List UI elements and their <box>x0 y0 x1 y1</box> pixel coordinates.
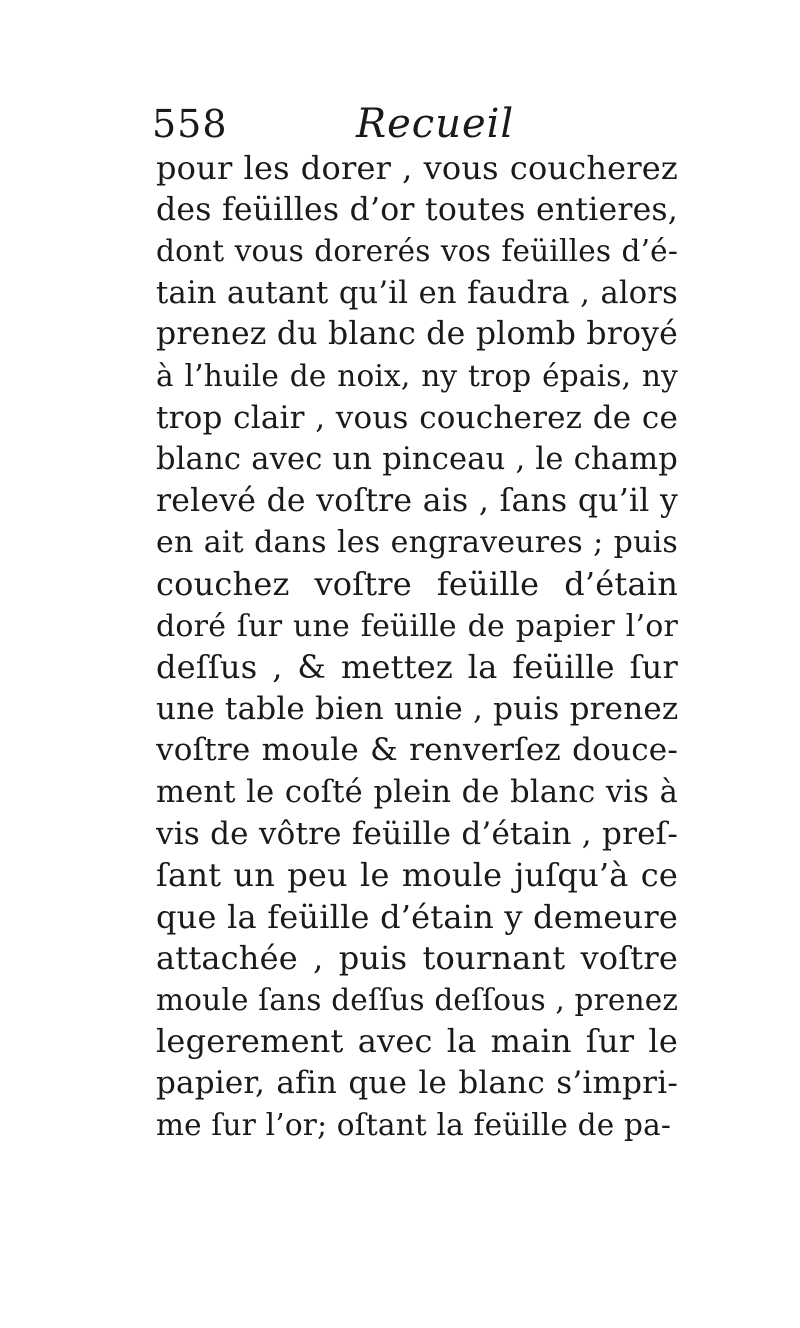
text-line: doré ſur une feüille de papier l’or <box>156 608 678 644</box>
text-line: ment le coſté plein de blanc vis à <box>156 774 678 810</box>
text-line: attachée , puis tournant voſtre <box>156 939 678 978</box>
text-line: papier, afin que le blanc s’impri- <box>156 1065 678 1102</box>
text-line: une table bien unie , puis prenez <box>156 690 678 727</box>
text-line: blanc avec un pinceau , le champ <box>156 442 678 478</box>
text-line: trop clair , vous coucherez de ce <box>156 399 678 436</box>
text-line: deſſus , & mettez la feüille ſur <box>156 648 678 687</box>
text-line: relevé de voſtre ais , ſans qu’il y <box>156 482 678 519</box>
running-head <box>150 96 690 152</box>
text-line: voſtre moule & renverſez douce- <box>156 732 678 769</box>
text-line: prenez du blanc de plomb broyé <box>156 316 678 353</box>
text-line: pour les dorer , vous coucherez <box>156 149 678 187</box>
text-line: des feüilles d’or toutes entieres, <box>156 191 678 228</box>
text-line: à l’huile de noix, ny trop épais, ny <box>156 358 678 393</box>
text-line: vis de vôtre feüille d’étain , preſ- <box>156 815 678 852</box>
text-line: me ſur l’or; oſtant la feüille de pa- <box>156 1107 672 1142</box>
text-line: moule ſans deſſus deſſous , prenez <box>156 982 678 1017</box>
text-line: tain autant qu’il en faudra , alors <box>156 275 678 311</box>
text-line: en ait dans les engraveures ; puis <box>156 525 678 561</box>
running-title: Recueil <box>356 101 515 147</box>
text-line: que la feüille d’étain y demeure <box>156 897 678 936</box>
text-line: couchez voſtre feüille d’étain <box>156 564 678 603</box>
page-number: 558 <box>152 102 228 146</box>
body-text <box>156 148 678 1146</box>
text-line: ſant un peu le moule juſqu’à ce <box>156 856 678 895</box>
text-line: legerement avec la main ſur le <box>156 1022 678 1061</box>
text-line: dont vous dorerés vos feüilles d’é- <box>156 234 678 269</box>
